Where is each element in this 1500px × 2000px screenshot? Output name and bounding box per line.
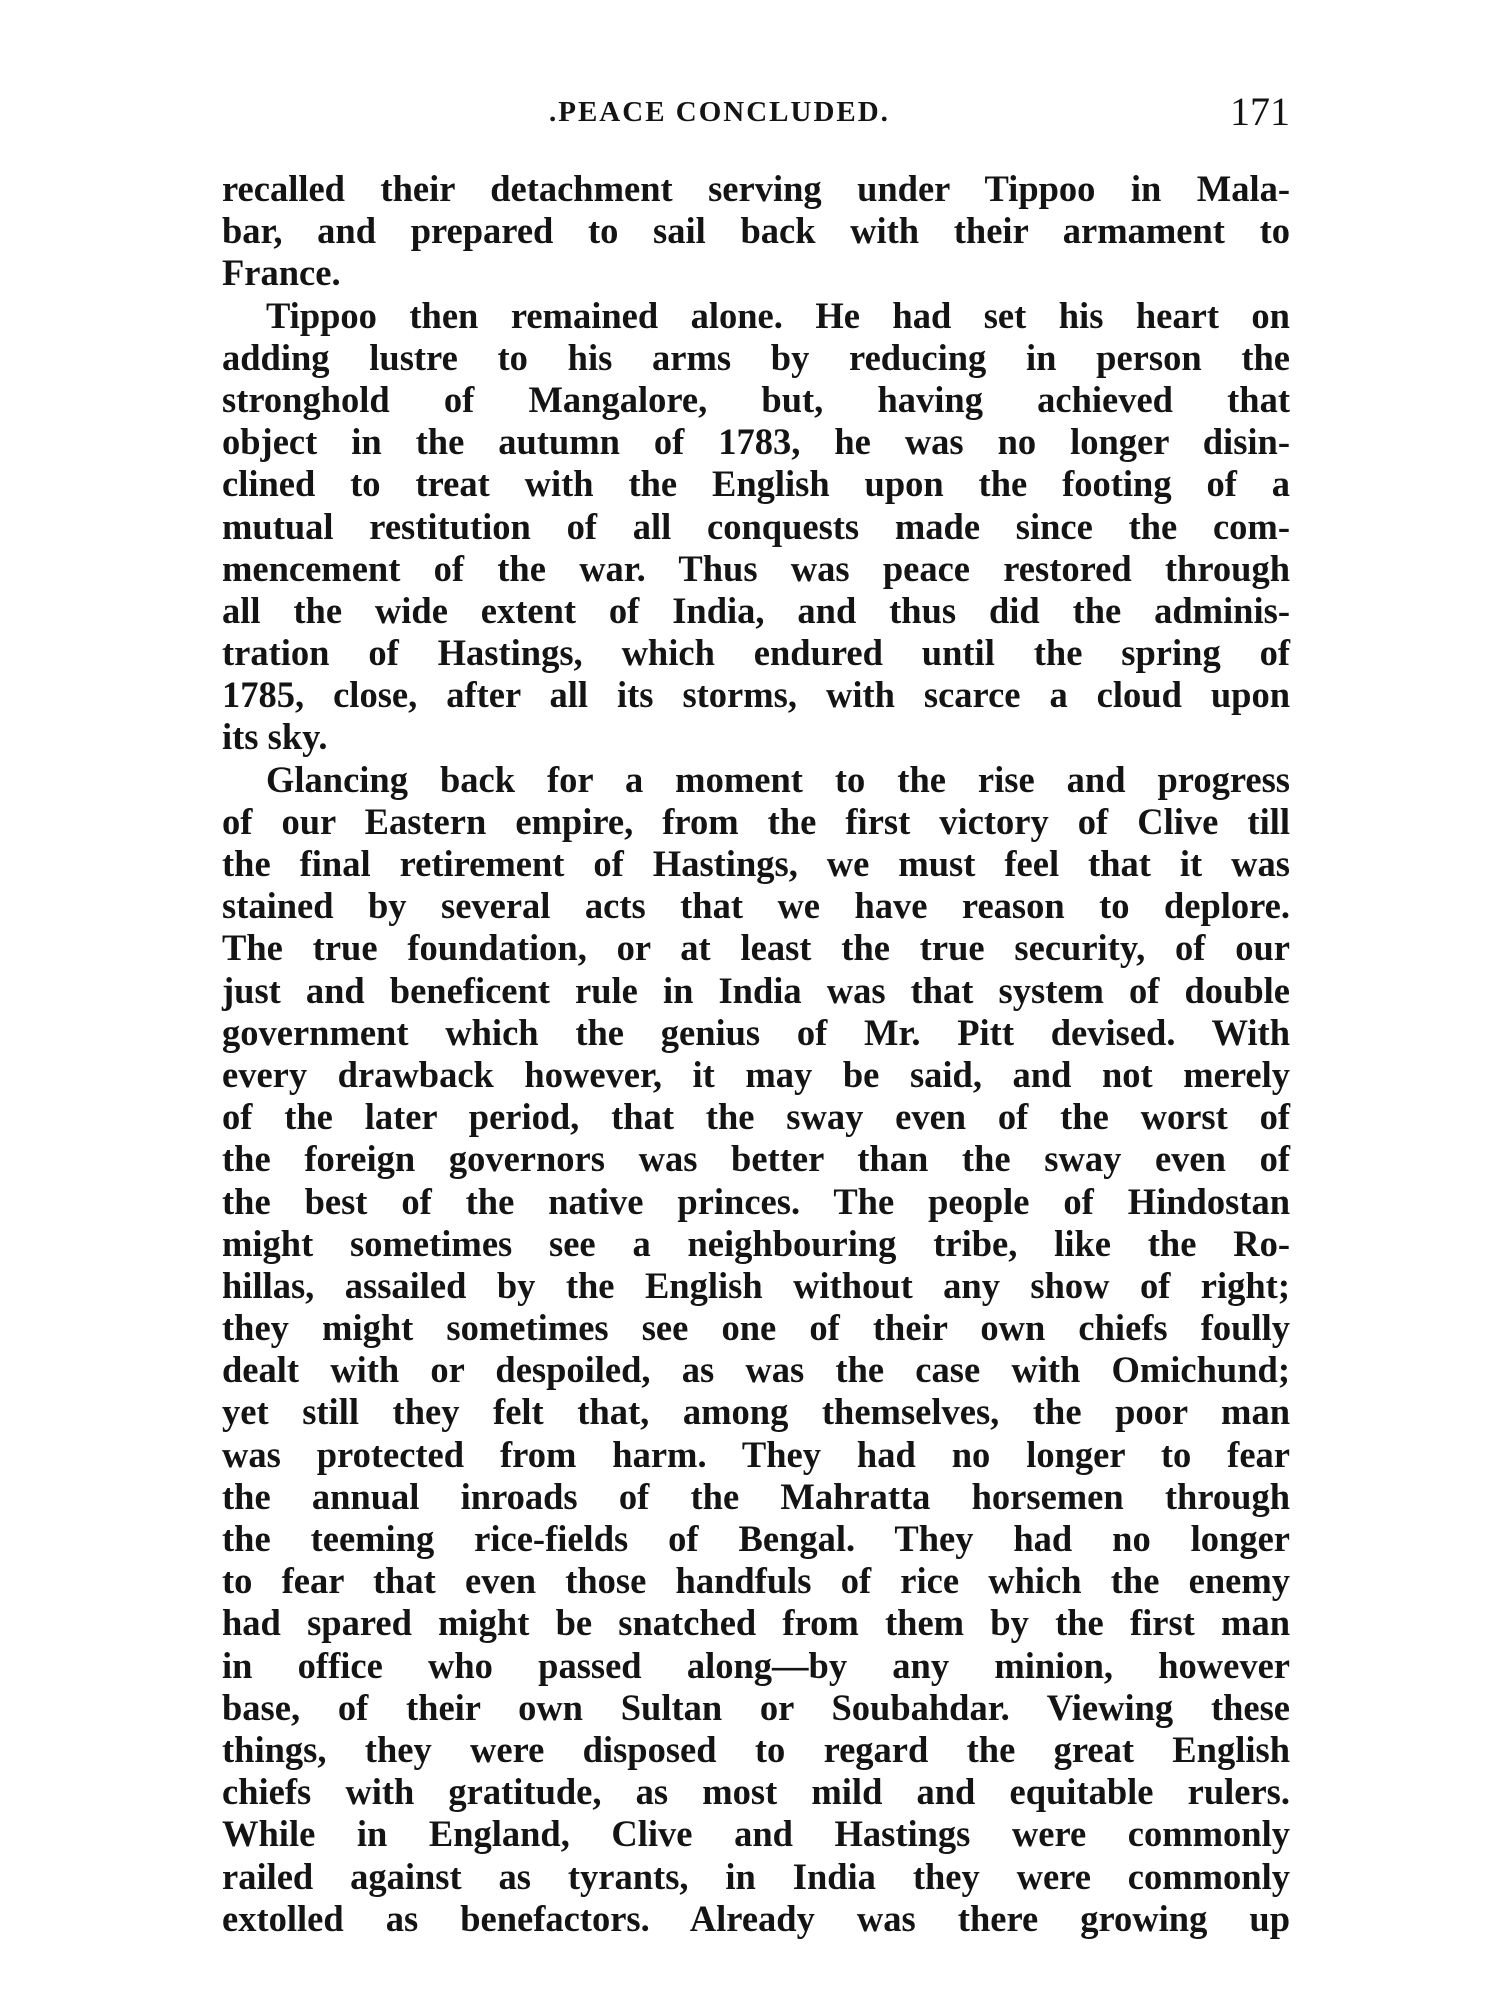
- text-line: all the wide extent of India, and thus did the adminis-: [222, 589, 1290, 631]
- text-line: yet still they felt that, among themselves, the poor man: [222, 1391, 1290, 1433]
- text-line: had spared might be snatched from them by the first man: [222, 1602, 1290, 1644]
- text-line: object in the autumn of 1783, he was no longer disin-: [222, 421, 1290, 463]
- text-line: tration of Hastings, which endured until the spring of: [222, 632, 1290, 674]
- text-line: railed against as tyrants, in India they were commonly: [222, 1855, 1290, 1897]
- text-line: dealt with or despoiled, as was the case with Omichund;: [222, 1349, 1290, 1391]
- text-line: the foreign governors was better than the sway even of: [222, 1138, 1290, 1180]
- text-line: base, of their own Sultan or Soubahdar. Viewing these: [222, 1686, 1290, 1728]
- text-line: of the later period, that the sway even of the worst of: [222, 1096, 1290, 1138]
- text-line: While in England, Clive and Hastings were commonly: [222, 1813, 1290, 1855]
- text-line: 1785, close, after all its storms, with scarce a cloud upon: [222, 674, 1290, 716]
- text-line: Glancing back for a moment to the rise and progress: [266, 758, 1290, 800]
- text-line: was protected from harm. They had no longer to fear: [222, 1433, 1290, 1475]
- text-line: the final retirement of Hastings, we must feel that it was: [222, 843, 1290, 884]
- text-line: chiefs with gratitude, as most mild and equitable rulers.: [222, 1771, 1290, 1813]
- text-line: they might sometimes see one of their own chiefs foully: [222, 1307, 1290, 1349]
- body-text: [222, 168, 1290, 1940]
- text-line: adding lustre to his arms by reducing in person the: [222, 336, 1290, 378]
- text-line: every drawback however, it may be said, and not merely: [222, 1053, 1290, 1095]
- page-number: 171: [1230, 89, 1290, 134]
- text-line: just and beneficent rule in India was that system of double: [222, 969, 1290, 1011]
- text-line: stronghold of Mangalore, but, having achieved that: [222, 378, 1290, 420]
- text-line: Tippoo then remained alone. He had set his heart on: [266, 294, 1290, 336]
- text-line: government which the genius of Mr. Pitt devised. With: [222, 1011, 1290, 1053]
- text-line: bar, and prepared to sail back with their armament to: [222, 210, 1290, 252]
- text-line: mutual restitution of all conquests made since the com-: [222, 505, 1290, 547]
- text-line: of our Eastern empire, from the first victory of Clive till: [222, 800, 1290, 842]
- text-line: the teeming rice-fields of Bengal. They had no longer: [222, 1518, 1290, 1559]
- text-line: its sky.: [222, 716, 328, 758]
- text-line: mencement of the war. Thus was peace restored through: [222, 547, 1290, 589]
- text-line: to fear that even those handfuls of rice which the enemy: [222, 1560, 1290, 1602]
- text-line: might sometimes see a neighbouring tribe, like the Ro-: [222, 1222, 1290, 1264]
- text-line: extolled as benefactors. Already was there growing up: [222, 1897, 1290, 1939]
- text-line: the best of the native princes. The people of Hindostan: [222, 1180, 1290, 1222]
- text-line: the annual inroads of the Mahratta horsemen through: [222, 1475, 1290, 1517]
- text-line: The true foundation, or at least the true security, of our: [222, 927, 1290, 969]
- text-line: clined to treat with the English upon the footing of a: [222, 463, 1290, 505]
- running-head: [225, 88, 1290, 138]
- text-line: recalled their detachment serving under Tippoo in Mala-: [222, 168, 1290, 209]
- text-line: things, they were disposed to regard the great English: [222, 1728, 1290, 1770]
- text-line: France.: [222, 252, 341, 294]
- text-line: in office who passed along—by any minion, however: [222, 1644, 1290, 1686]
- text-line: stained by several acts that we have reason to deplore.: [222, 885, 1290, 927]
- text-line: hillas, assailed by the English without any show of right;: [222, 1264, 1290, 1306]
- running-title: .PEACE CONCLUDED.: [549, 96, 890, 128]
